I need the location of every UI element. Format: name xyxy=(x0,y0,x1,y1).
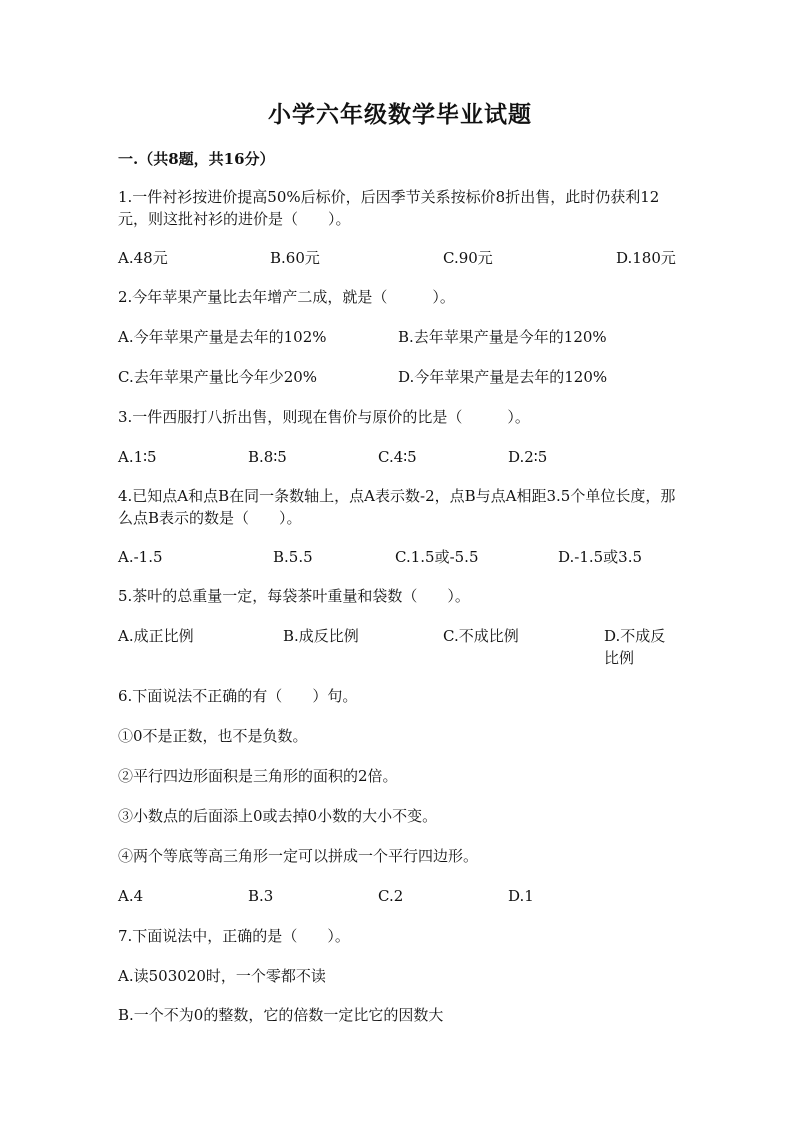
q5-option-d: D.不成反比例 xyxy=(604,627,666,667)
question-5-stem: 5.茶叶的总重量一定，每袋茶叶重量和袋数（ ）。 xyxy=(118,587,470,605)
q2-option-a: A.今年苹果产量是去年的102% xyxy=(118,328,327,346)
q6-statement-4: ④两个等底等高三角形一定可以拼成一个平行四边形。 xyxy=(118,847,479,865)
q6-statement-1: ①0不是正数，也不是负数。 xyxy=(118,727,308,745)
q4-option-b: B.5.5 xyxy=(273,548,313,566)
q3-option-d: D.2∶5 xyxy=(508,448,548,466)
q2-option-c: C.去年苹果产量比今年少20% xyxy=(118,368,318,386)
q3-option-c: C.4∶5 xyxy=(378,448,417,466)
q1-option-b: B.60元 xyxy=(270,249,320,267)
q1-option-c: C.90元 xyxy=(443,249,493,267)
q2-option-d: D.今年苹果产量是去年的120% xyxy=(398,368,608,386)
q4-option-a: A.-1.5 xyxy=(118,548,163,566)
q6-statement-3: ③小数点的后面添上0或去掉0小数的大小不变。 xyxy=(118,807,438,825)
question-1-stem: 1.一件衬衫按进价提高50%后标价，后因季节关系按标价8折出售，此时仍获利12元，则这批衬衫的进价是（ ）。 xyxy=(118,188,660,228)
question-7-stem: 7.下面说法中，正确的是（ ）。 xyxy=(118,927,350,945)
q2-option-b: B.去年苹果产量是今年的120% xyxy=(398,328,607,346)
q5-option-c: C.不成比例 xyxy=(443,627,519,645)
q3-option-b: B.8∶5 xyxy=(248,448,287,466)
question-2-stem: 2.今年苹果产量比去年增产二成，就是（ ）。 xyxy=(118,288,455,306)
q3-option-a: A.1∶5 xyxy=(118,448,157,466)
q4-option-c: C.1.5或-5.5 xyxy=(395,548,479,566)
q7-option-b: B.一个不为0的整数，它的倍数一定比它的因数大 xyxy=(118,1006,444,1024)
q5-option-a: A.成正比例 xyxy=(118,627,194,645)
question-4-stem: 4.已知点A和点B在同一条数轴上，点A表示数-2，点B与点A相距3.5个单位长度，那么点B表示的数是（ ）。 xyxy=(118,487,676,527)
q7-option-a: A.读503020时，一个零都不读 xyxy=(118,967,326,985)
question-3-stem: 3.一件西服打八折出售，则现在售价与原价的比是（ ）。 xyxy=(118,408,530,426)
q6-option-b: B.3 xyxy=(248,887,274,905)
q6-option-d: D.1 xyxy=(508,887,534,905)
q4-option-d: D.-1.5或3.5 xyxy=(558,548,643,566)
q6-option-a: A.4 xyxy=(118,887,144,905)
q5-option-b: B.成反比例 xyxy=(283,627,359,645)
q1-option-d: D.180元 xyxy=(616,249,676,267)
section-heading: 一.（共8题，共16分） xyxy=(118,150,275,168)
q1-option-a: A.48元 xyxy=(118,249,168,267)
q6-statement-2: ②平行四边形面积是三角形的面积的2倍。 xyxy=(118,767,398,785)
q6-option-c: C.2 xyxy=(378,887,404,905)
page-title: 小学六年级数学毕业试题 xyxy=(268,101,532,128)
question-6-stem: 6.下面说法不正确的有（ ）句。 xyxy=(118,687,358,705)
